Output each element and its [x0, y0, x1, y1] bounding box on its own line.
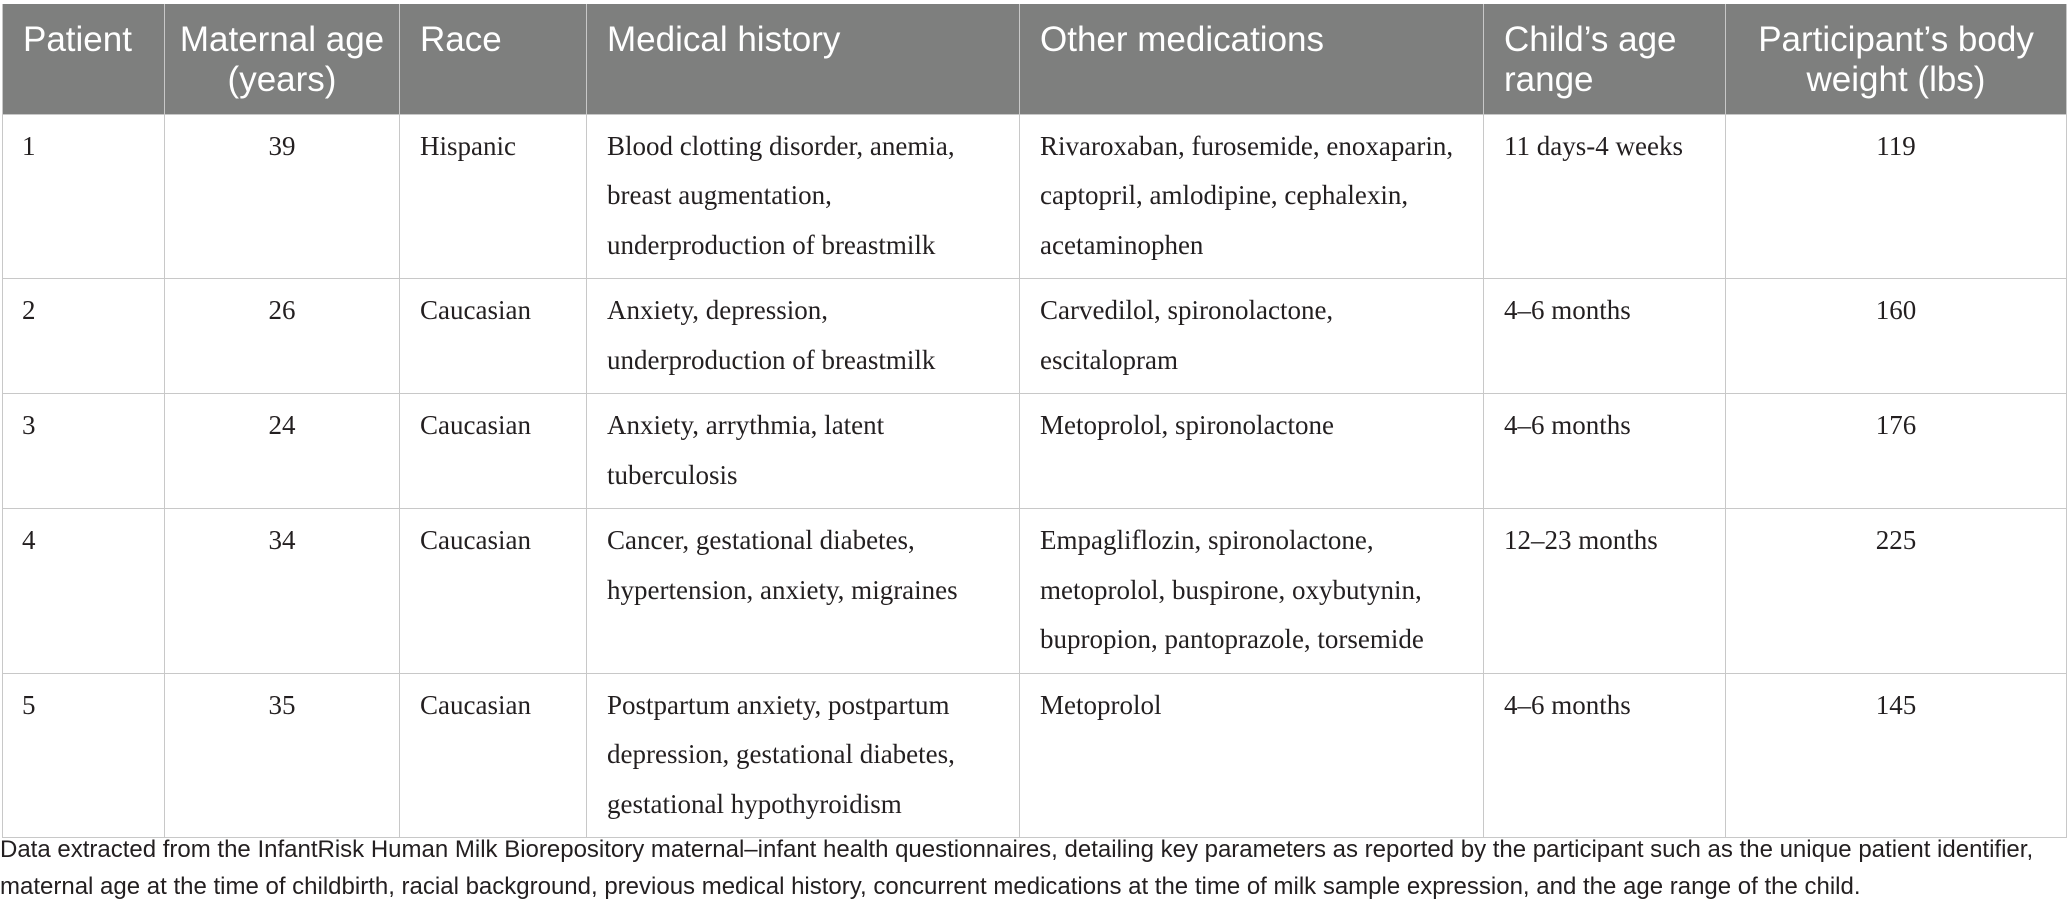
- cell-maternal-age: 39: [165, 114, 400, 279]
- table-row: [3, 673, 2067, 838]
- cell-child-age-range: 12–23 months: [1484, 509, 1726, 674]
- table-header: [3, 4, 2067, 114]
- cell-medical-history: Postpartum anxiety, postpartum depression, gestational diabetes, gestational hypothyroidism: [587, 673, 1020, 838]
- cell-medical-history: Cancer, gestational diabetes, hypertension, anxiety, migraines: [587, 509, 1020, 674]
- cell-race: Hispanic: [400, 114, 587, 279]
- table-row: [3, 394, 2067, 509]
- cell-other-medications: Rivaroxaban, furosemide, enoxaparin, captopril, amlodipine, cephalexin, acetaminophen: [1020, 114, 1484, 279]
- cell-patient: 4: [3, 509, 165, 674]
- cell-medical-history: Blood clotting disorder, anemia, breast augmentation, underproduction of breastmilk: [587, 114, 1020, 279]
- table-row: [3, 509, 2067, 674]
- patient-characteristics-table: [2, 4, 2067, 838]
- table-body: [3, 114, 2067, 838]
- cell-child-age-range: 4–6 months: [1484, 279, 1726, 394]
- header-maternal-age: Maternal age (years): [165, 4, 400, 114]
- table-row: [3, 114, 2067, 279]
- cell-other-medications: Metoprolol: [1020, 673, 1484, 838]
- cell-child-age-range: 4–6 months: [1484, 394, 1726, 509]
- cell-other-medications: Carvedilol, spironolactone, escitalopram: [1020, 279, 1484, 394]
- cell-child-age-range: 11 days-4 weeks: [1484, 114, 1726, 279]
- table-row: [3, 279, 2067, 394]
- cell-body-weight: 119: [1726, 114, 2067, 279]
- cell-body-weight: 225: [1726, 509, 2067, 674]
- cell-maternal-age: 35: [165, 673, 400, 838]
- cell-patient: 5: [3, 673, 165, 838]
- cell-patient: 3: [3, 394, 165, 509]
- cell-maternal-age: 26: [165, 279, 400, 394]
- cell-race: Caucasian: [400, 509, 587, 674]
- header-race: Race: [400, 4, 587, 114]
- cell-patient: 1: [3, 114, 165, 279]
- cell-maternal-age: 34: [165, 509, 400, 674]
- cell-medical-history: Anxiety, arrythmia, latent tuberculosis: [587, 394, 1020, 509]
- header-other-medications: Other medications: [1020, 4, 1484, 114]
- header-medical-history: Medical history: [587, 4, 1020, 114]
- cell-other-medications: Metoprolol, spironolactone: [1020, 394, 1484, 509]
- header-patient: Patient: [3, 4, 165, 114]
- cell-race: Caucasian: [400, 394, 587, 509]
- table-footnote: Data extracted from the InfantRisk Human Milk Biorepository maternal–infant health questionnaires, detailing key parameters as reported by the participant such as the unique patient identifier, maternal age at the time of childbirth, racial background, previous medical history, concurrent medications at the time of milk sample expression, and the age range of the child.: [0, 836, 2034, 900]
- header-body-weight: Participant’s body weight (lbs): [1726, 4, 2067, 114]
- cell-patient: 2: [3, 279, 165, 394]
- cell-other-medications: Empagliflozin, spironolactone, metoprolol, buspirone, oxybutynin, bupropion, pantoprazole, torsemide: [1020, 509, 1484, 674]
- cell-maternal-age: 24: [165, 394, 400, 509]
- header-child-age-range: Child’s age range: [1484, 4, 1726, 114]
- header-row: [3, 4, 2067, 114]
- cell-body-weight: 145: [1726, 673, 2067, 838]
- cell-race: Caucasian: [400, 673, 587, 838]
- cell-race: Caucasian: [400, 279, 587, 394]
- cell-medical-history: Anxiety, depression, underproduction of breastmilk: [587, 279, 1020, 394]
- cell-child-age-range: 4–6 months: [1484, 673, 1726, 838]
- cell-body-weight: 176: [1726, 394, 2067, 509]
- cell-body-weight: 160: [1726, 279, 2067, 394]
